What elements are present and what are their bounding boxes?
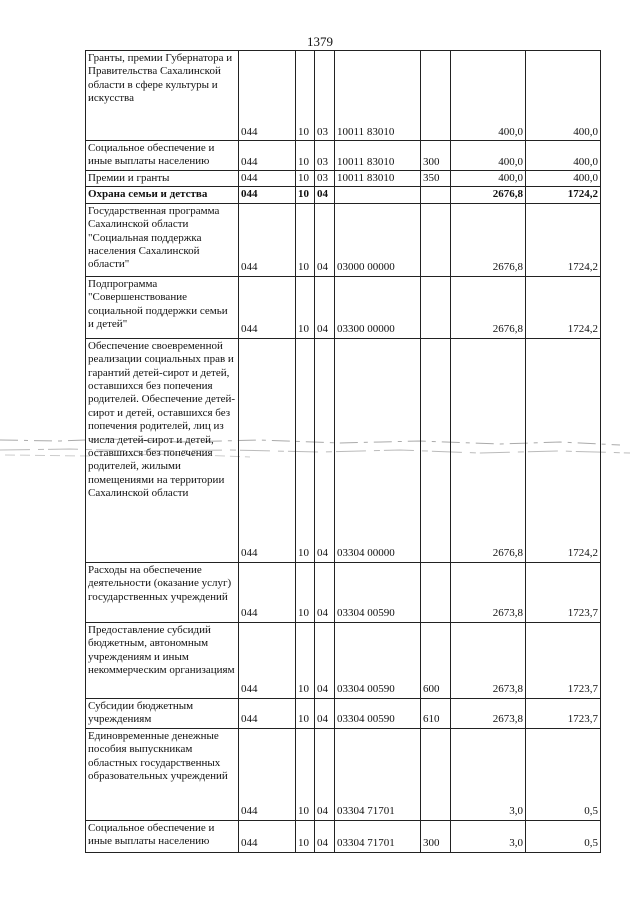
row-target-article-code: 03304 71701 bbox=[335, 820, 421, 852]
row-subsection-code: 04 bbox=[315, 338, 335, 562]
row-subsection-code: 04 bbox=[315, 820, 335, 852]
row-amount-year-2: 0,5 bbox=[526, 820, 601, 852]
row-name-cell bbox=[86, 728, 239, 820]
row-name: Расходы на обеспечение деятельности (оказание услуг) государственных учреждений bbox=[88, 563, 232, 603]
row-section-code: 10 bbox=[296, 187, 315, 203]
row-expense-type-code bbox=[421, 51, 451, 141]
row-target-article-code: 03304 00590 bbox=[335, 698, 421, 728]
table-row bbox=[86, 141, 601, 171]
row-name-cell bbox=[86, 141, 239, 171]
row-name-cell bbox=[86, 51, 239, 141]
row-subsection-code: 04 bbox=[315, 728, 335, 820]
row-amount-year-1: 2673,8 bbox=[451, 698, 526, 728]
row-expense-type-code bbox=[421, 562, 451, 622]
row-target-article-code: 03304 71701 bbox=[335, 728, 421, 820]
row-target-article-code: 03300 00000 bbox=[335, 276, 421, 338]
row-amount-year-2: 1724,2 bbox=[526, 338, 601, 562]
row-grbs-code: 044 bbox=[239, 141, 296, 171]
row-section-code: 10 bbox=[296, 171, 315, 187]
row-name: Гранты, премии Губернатора и Правительства Сахалинской области в сфере культуры и искусства bbox=[88, 52, 233, 105]
row-name: Социальное обеспечение и иные выплаты населению bbox=[88, 142, 215, 168]
row-amount-year-2: 1723,7 bbox=[526, 562, 601, 622]
row-amount-year-1: 2676,8 bbox=[451, 276, 526, 338]
row-subsection-code: 03 bbox=[315, 141, 335, 171]
row-expense-type-code: 350 bbox=[421, 171, 451, 187]
row-section-code: 10 bbox=[296, 338, 315, 562]
row-name: Государственная программа Сахалинской области "Социальная поддержка населения Сахалинской области" bbox=[88, 204, 220, 271]
row-amount-year-2: 400,0 bbox=[526, 51, 601, 141]
row-name: Обеспечение своевременной реализации социальных прав и гарантий детей-сирот и детей, оставшихся без попечения родителей. Обеспечение детей-сирот и детей, оставшихся без попечения родителей, лиц из числа детей-сирот и детей, оставшихся без попечения родителей, жилыми помещениями на территории Сахалинской области bbox=[88, 339, 236, 500]
row-section-code: 10 bbox=[296, 562, 315, 622]
row-grbs-code: 044 bbox=[239, 728, 296, 820]
row-name: Охрана семьи и детства bbox=[88, 188, 208, 201]
row-target-article-code: 10011 83010 bbox=[335, 171, 421, 187]
row-name: Подпрограмма "Совершенствование социальной поддержки семьи и детей" bbox=[88, 277, 228, 331]
row-subsection-code: 03 bbox=[315, 171, 335, 187]
row-amount-year-2: 1724,2 bbox=[526, 187, 601, 203]
row-subsection-code: 04 bbox=[315, 187, 335, 203]
budget-table-body bbox=[86, 51, 601, 853]
row-amount-year-1: 400,0 bbox=[451, 51, 526, 141]
row-subsection-code: 04 bbox=[315, 698, 335, 728]
table-row bbox=[86, 698, 601, 728]
row-grbs-code: 044 bbox=[239, 622, 296, 698]
row-section-code: 10 bbox=[296, 276, 315, 338]
row-subsection-code: 04 bbox=[315, 622, 335, 698]
row-amount-year-1: 400,0 bbox=[451, 171, 526, 187]
row-amount-year-2: 400,0 bbox=[526, 171, 601, 187]
row-amount-year-2: 1723,7 bbox=[526, 622, 601, 698]
row-expense-type-code: 300 bbox=[421, 141, 451, 171]
table-row bbox=[86, 203, 601, 276]
row-grbs-code: 044 bbox=[239, 698, 296, 728]
row-section-code: 10 bbox=[296, 820, 315, 852]
row-expense-type-code bbox=[421, 728, 451, 820]
row-expense-type-code bbox=[421, 187, 451, 203]
table-row bbox=[86, 187, 601, 203]
row-subsection-code: 04 bbox=[315, 562, 335, 622]
row-amount-year-2: 1723,7 bbox=[526, 698, 601, 728]
row-amount-year-2: 400,0 bbox=[526, 141, 601, 171]
row-section-code: 10 bbox=[296, 622, 315, 698]
row-name-cell bbox=[86, 562, 239, 622]
row-amount-year-1: 3,0 bbox=[451, 820, 526, 852]
row-amount-year-1: 400,0 bbox=[451, 141, 526, 171]
row-section-code: 10 bbox=[296, 141, 315, 171]
row-expense-type-code: 600 bbox=[421, 622, 451, 698]
row-name: Социальное обеспечение и иные выплаты населению bbox=[88, 821, 215, 848]
row-target-article-code: 03304 00590 bbox=[335, 622, 421, 698]
row-target-article-code: 03304 00590 bbox=[335, 562, 421, 622]
row-target-article-code: 03000 00000 bbox=[335, 203, 421, 276]
row-target-article-code: 10011 83010 bbox=[335, 51, 421, 141]
row-amount-year-1: 2676,8 bbox=[451, 187, 526, 203]
table-row bbox=[86, 728, 601, 820]
table-row bbox=[86, 171, 601, 187]
row-expense-type-code: 300 bbox=[421, 820, 451, 852]
row-target-article-code bbox=[335, 187, 421, 203]
row-grbs-code: 044 bbox=[239, 203, 296, 276]
page-number: 1379 bbox=[307, 34, 333, 49]
row-subsection-code: 04 bbox=[315, 203, 335, 276]
table-row bbox=[86, 338, 601, 562]
row-name-cell bbox=[86, 622, 239, 698]
table-row bbox=[86, 276, 601, 338]
row-amount-year-1: 3,0 bbox=[451, 728, 526, 820]
budget-table bbox=[85, 50, 601, 853]
row-subsection-code: 03 bbox=[315, 51, 335, 141]
row-name: Единовременные денежные пособия выпускникам областных государственных образовательных учреждений bbox=[88, 729, 228, 783]
row-grbs-code: 044 bbox=[239, 820, 296, 852]
row-expense-type-code bbox=[421, 203, 451, 276]
row-section-code: 10 bbox=[296, 203, 315, 276]
row-section-code: 10 bbox=[296, 51, 315, 141]
row-grbs-code: 044 bbox=[239, 338, 296, 562]
row-amount-year-1: 2673,8 bbox=[451, 562, 526, 622]
row-expense-type-code bbox=[421, 338, 451, 562]
row-amount-year-1: 2676,8 bbox=[451, 203, 526, 276]
row-amount-year-2: 1724,2 bbox=[526, 203, 601, 276]
row-target-article-code: 03304 00000 bbox=[335, 338, 421, 562]
row-grbs-code: 044 bbox=[239, 276, 296, 338]
row-name-cell bbox=[86, 171, 239, 187]
table-row bbox=[86, 820, 601, 852]
row-name-cell bbox=[86, 820, 239, 852]
row-subsection-code: 04 bbox=[315, 276, 335, 338]
row-amount-year-1: 2673,8 bbox=[451, 622, 526, 698]
row-grbs-code: 044 bbox=[239, 51, 296, 141]
row-grbs-code: 044 bbox=[239, 187, 296, 203]
row-name-cell bbox=[86, 276, 239, 338]
row-name-cell bbox=[86, 338, 239, 562]
row-grbs-code: 044 bbox=[239, 171, 296, 187]
table-row bbox=[86, 562, 601, 622]
row-name: Предоставление субсидий бюджетным, автономным учреждениям и иным некоммерческим организациям bbox=[88, 623, 235, 677]
row-section-code: 10 bbox=[296, 728, 315, 820]
table-row bbox=[86, 51, 601, 141]
row-name: Субсидии бюджетным учреждениям bbox=[88, 699, 194, 726]
row-section-code: 10 bbox=[296, 698, 315, 728]
row-amount-year-2: 0,5 bbox=[526, 728, 601, 820]
row-expense-type-code bbox=[421, 276, 451, 338]
table-row bbox=[86, 622, 601, 698]
row-expense-type-code: 610 bbox=[421, 698, 451, 728]
row-amount-year-1: 2676,8 bbox=[451, 338, 526, 562]
row-name-cell bbox=[86, 203, 239, 276]
row-name-cell bbox=[86, 698, 239, 728]
row-target-article-code: 10011 83010 bbox=[335, 141, 421, 171]
row-grbs-code: 044 bbox=[239, 562, 296, 622]
row-name-cell bbox=[86, 187, 239, 203]
row-name: Премии и гранты bbox=[88, 172, 170, 184]
row-amount-year-2: 1724,2 bbox=[526, 276, 601, 338]
